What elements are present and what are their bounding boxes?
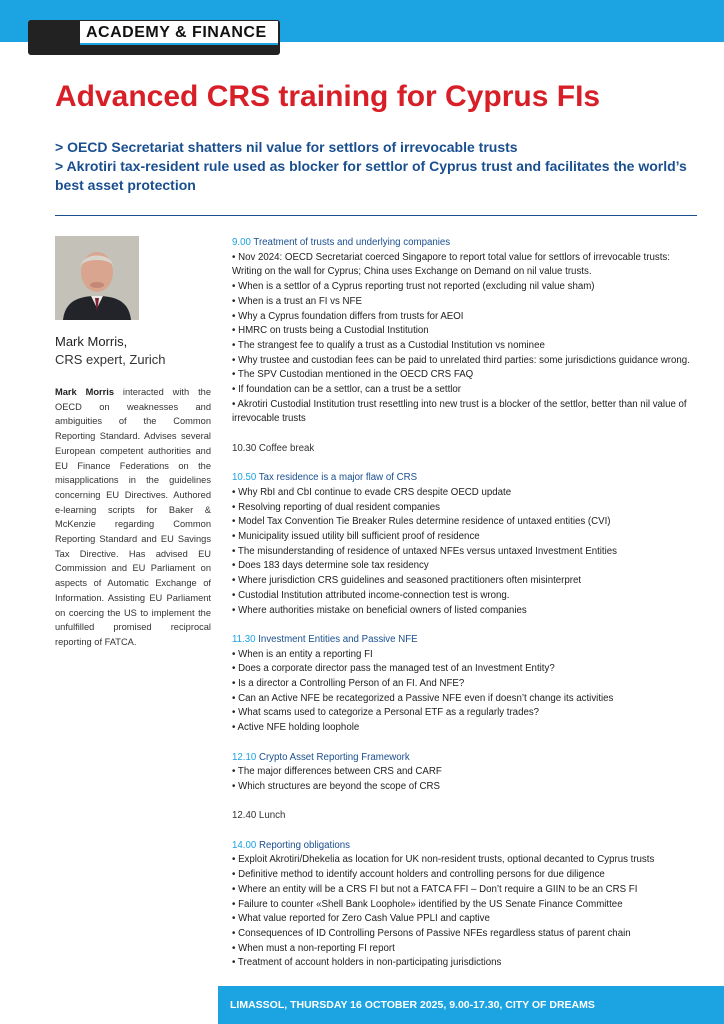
- session-reporting: [232, 839, 702, 971]
- session-time: 9.00: [232, 237, 251, 248]
- list-item: • The strangest fee to qualify a trust as a Custodial Institution vs nominee: [232, 339, 545, 351]
- list-item: • The SPV Custodian mentioned in the OECD CRS FAQ: [232, 369, 474, 381]
- bio-name: Mark Morris: [55, 387, 115, 397]
- session-title: Reporting obligations: [258, 839, 350, 851]
- session-trusts: [232, 236, 702, 427]
- session-time: 10.50: [232, 472, 257, 484]
- list-item: • HMRC on trusts being a Custodial Institution: [232, 325, 429, 337]
- list-item: • Nov 2024: OECD Secretariat coerced Singapore to report total value for settlors of irrevocable trusts: Writing on the wall for Cyprus; China uses Exchange on Demand on nil value trusts.: [232, 251, 670, 278]
- lunch-break: 12.40 Lunch: [232, 810, 286, 822]
- list-item: • Model Tax Convention Tie Breaker Rules determine residence of untaxed entities (CVI): [232, 516, 611, 528]
- list-item: • Can an Active NFE be recategorized a Passive NFE even if doesn’t change its activities: [232, 692, 614, 704]
- brand-badge: [28, 20, 280, 55]
- list-item: • Where an entity will be a CRS FI but not a FATCA FFI – Don’t require a GIIN to be an CRS FI: [232, 883, 638, 895]
- list-item: • Why a Cyprus foundation differs from trusts for AEOI: [232, 310, 464, 322]
- brand-label-box: [80, 21, 278, 45]
- list-item: • Treatment of account holders in non-participating jurisdictions: [232, 957, 502, 969]
- list-item: • Why trustee and custodian fees can be paid to unrelated third parties: some jurisdictions guidance wrong.: [232, 354, 690, 366]
- list-item: • Municipality issued utility bill sufficient proof of residence: [232, 531, 480, 543]
- session-heading: [232, 751, 702, 766]
- list-item: • What value reported for Zero Cash Value PPLI and captive: [232, 913, 490, 925]
- list-item: • Failure to counter «Shell Bank Loophole» identified by the US Senate Finance Committee: [232, 898, 623, 910]
- program: [232, 236, 702, 986]
- speaker-bio: [55, 385, 211, 650]
- speaker-portrait-icon: [55, 236, 139, 320]
- list-item: • What scams used to categorize a Personal ETF as a regularly trades?: [232, 707, 540, 719]
- speaker-photo: [55, 236, 139, 320]
- session-investment-entities: [232, 633, 702, 736]
- session-time: 11.30: [232, 633, 256, 645]
- list-item: • Definitive method to identify account holders and controlling persons for due diligence: [232, 869, 605, 881]
- list-item: • When is a settlor of a Cyprus reporting trust not reported (excluding nil value sham): [232, 281, 595, 293]
- list-item: • Custodial Institution attributed income-connection test is wrong.: [232, 589, 510, 601]
- session-title: Crypto Asset Reporting Framework: [258, 751, 410, 763]
- coffee-break: 10.30 Coffee break: [232, 442, 315, 454]
- list-item: • The major differences between CRS and CARF: [232, 766, 442, 778]
- list-item: • Which structures are beyond the scope of CRS: [232, 780, 441, 792]
- session-tax-residence: [232, 471, 702, 618]
- list-item: • Consequences of ID Controlling Persons of Passive NFEs regardless status of parent chain: [232, 927, 631, 939]
- session-crypto: [232, 751, 702, 795]
- session-heading: [232, 839, 702, 854]
- list-item: • Does 183 days determine sole tax residency: [232, 560, 429, 572]
- list-item: • Why RbI and CbI continue to evade CRS despite OECD update: [232, 486, 512, 498]
- list-item: • If foundation can be a settlor, can a trust be a settlor: [232, 384, 462, 396]
- session-heading: [232, 633, 702, 648]
- list-item: • Is a director a Controlling Person of an FI. And NFE?: [232, 678, 465, 690]
- list-item: • Exploit Akrotiri/Dhekelia as location for UK non-resident trusts, optional decanted to Cyprus trusts: [232, 854, 655, 866]
- list-item: • Where jurisdiction CRS guidelines and seasoned practitioners often misinterpret: [232, 575, 582, 587]
- speaker-name: Mark Morris,: [55, 334, 128, 349]
- bio-text: interacted with the OECD on weaknesses and ambiguities of the Common Reporting Standard. Advises several European competent authorities and EU Finance Federations on the misapplications in the guidelines concerning EU Directives. Authored e-learning scripts for Baker & McKenzie regarding Common Reporting Standard and EU Savings Tax Directive. Has advised EU Commission and EU Parliament on aspects of Automatic Exchange of Information. Assisting EU Parliament on coercing the US to implement the unfulfilled promised reciprocal reporting of FATCA.: [55, 387, 211, 647]
- speaker-role: CRS expert, Zurich: [55, 352, 166, 367]
- event-details: LIMASSOL, THURSDAY 16 OCTOBER 2025, 9.00-17.30, CITY OF DREAMS: [230, 999, 595, 1011]
- divider: [55, 215, 697, 216]
- subtitles: [55, 138, 695, 195]
- brand-name: ACADEMY & FINANCE: [86, 24, 267, 41]
- session-title: Treatment of trusts and underlying companies: [253, 237, 451, 248]
- session-time: 12.10: [232, 751, 257, 763]
- list-item: • When must a non-reporting FI report: [232, 942, 395, 954]
- session-time: 14.00: [232, 839, 257, 851]
- list-item: • Akrotiri Custodial Institution trust resettling into new trust is a blocker of the settlor, better than nil value of irrevocable trusts: [232, 398, 687, 425]
- list-item: • The misunderstanding of residence of untaxed NFEs versus untaxed Investment Entities: [232, 545, 617, 557]
- list-item: • When is a trust an FI vs NFE: [232, 295, 362, 307]
- page-title: Advanced CRS training for Cyprus FIs: [55, 80, 601, 113]
- subtitle-2: > Akrotiri tax-resident rule used as blocker for settlor of Cyprus trust and facilitates the world’s best asset protection: [55, 158, 687, 193]
- session-title: Investment Entities and Passive NFE: [258, 633, 418, 645]
- list-item: • Active NFE holding loophole: [232, 722, 360, 734]
- list-item: • When is an entity a reporting FI: [232, 648, 373, 660]
- session-heading: [232, 471, 702, 486]
- footer-bar: [218, 986, 724, 1024]
- session-title: Tax residence is a major flaw of CRS: [258, 472, 418, 484]
- list-item: • Where authorities mistake on beneficial owners of listed companies: [232, 604, 527, 616]
- subtitle-1: > OECD Secretariat shatters nil value for settlors of irrevocable trusts: [55, 139, 518, 155]
- list-item: • Does a corporate director pass the managed test of an Investment Entity?: [232, 663, 555, 675]
- session-heading: [232, 236, 702, 251]
- list-item: • Resolving reporting of dual resident companies: [232, 501, 441, 513]
